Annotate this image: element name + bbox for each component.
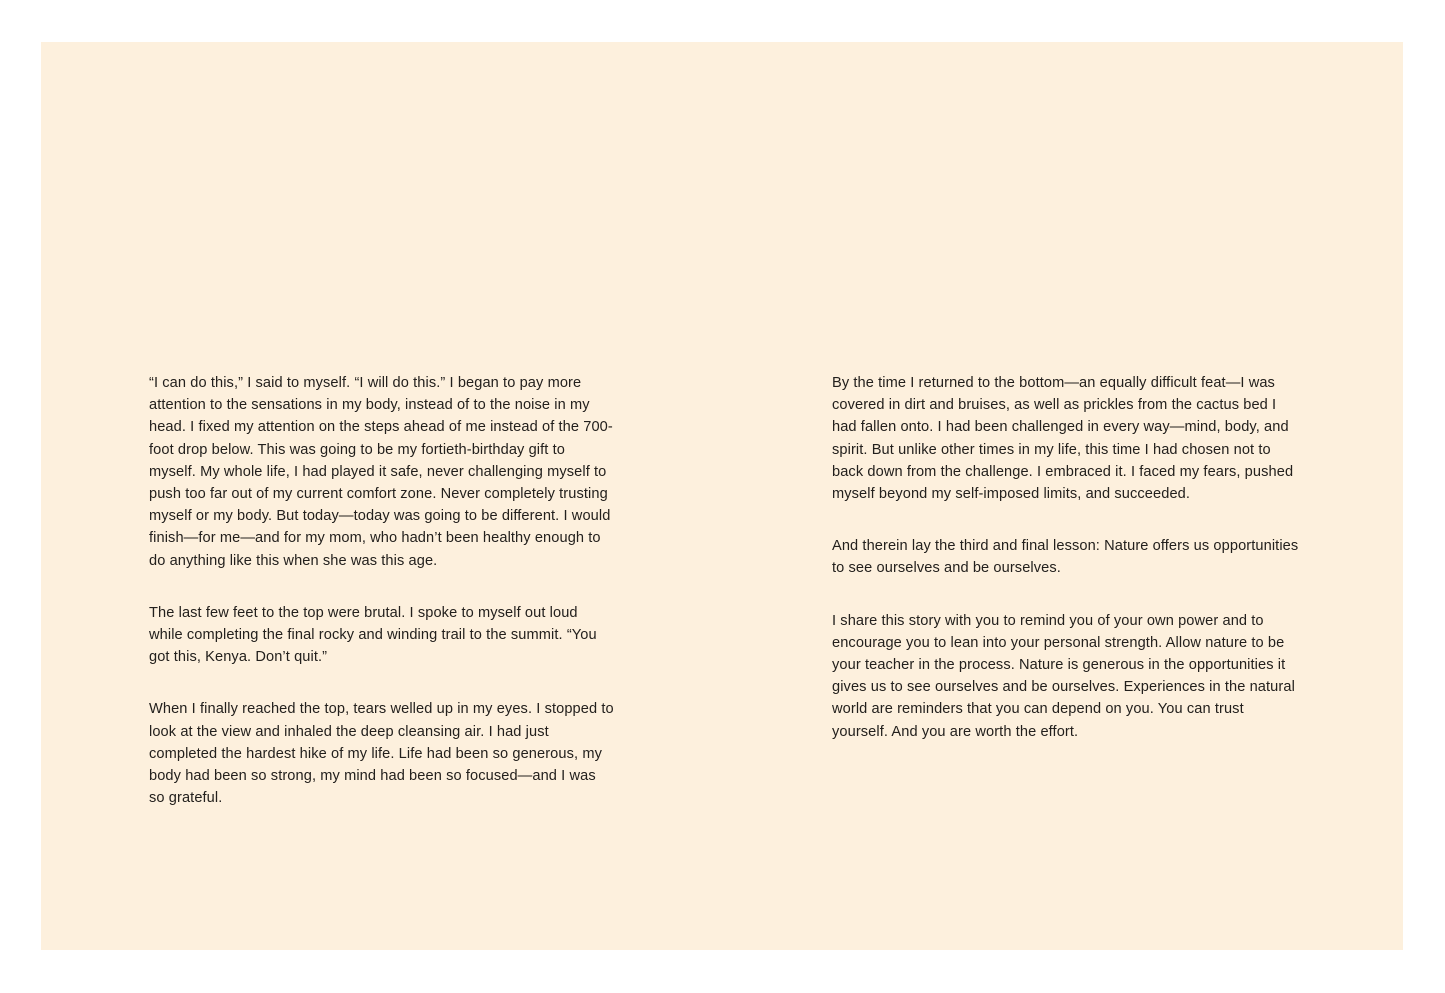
paragraph: “I can do this,” I said to myself. “I will do this.” I began to pay more attention to the sensations in my body, instead of to the noise in my head. I fixed my attention on the steps ahead of me instead of the 700-foot drop below. This was going to be my fortieth-birthday gift to myself. My whole life, I had played it safe, never challenging myself to push too far out of my current comfort zone. Never completely trusting myself or my body. But today—today was going to be different. I would finish—for me—and for my mom, who hadn’t been healthy enough to do anything like this when she was this age. [149, 375, 613, 569]
text-columns [149, 372, 1297, 809]
right-text-column [832, 372, 1297, 809]
book-page [41, 42, 1403, 950]
paragraph: When I finally reached the top, tears welled up in my eyes. I stopped to look at the view and inhaled the deep cleansing air. I had just completed the hardest hike of my life. Life had been so generous, my body had been so strong, my mind had been so focused—and I was so grateful. [149, 701, 614, 807]
paragraph: And therein lay the third and final lesson: Nature offers us opportunities to see ourselves and be ourselves. [832, 538, 1299, 577]
left-text-column [149, 372, 614, 809]
paragraph: The last few feet to the top were brutal. I spoke to myself out loud while completing the final rocky and winding trail to the summit. “You got this, Kenya. Don’t quit.” [149, 604, 597, 666]
paragraph: I share this story with you to remind you of your own power and to encourage you to lean into your personal strength. Allow nature to be your teacher in the process. Nature is generous in the opportunities it gives us to see ourselves and be ourselves. Experiences in the natural world are reminders that you can depend on you. You can trust yourself. And you are worth the effort. [832, 612, 1295, 740]
paragraph: By the time I returned to the bottom—an equally difficult feat—I was covered in dirt and bruises, as well as prickles from the cactus bed I had fallen onto. I had been challenged in every way—mind, body, and spirit. But unlike other times in my life, this time I had chosen not to back down from the challenge. I embraced it. I faced my fears, pushed myself beyond my self-imposed limits, and succeeded. [832, 375, 1294, 503]
